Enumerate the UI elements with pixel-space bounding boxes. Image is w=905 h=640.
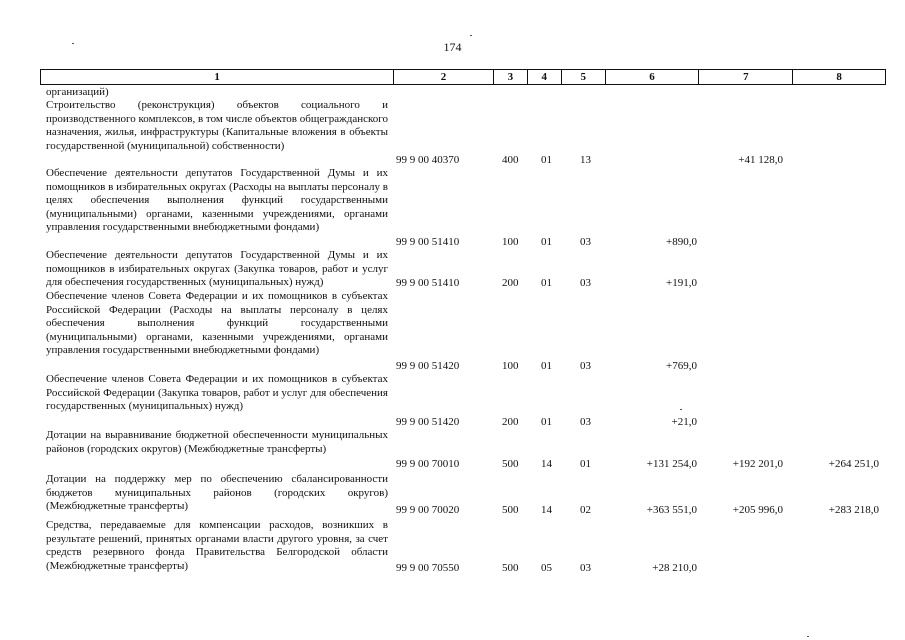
row-pr: 01 [580, 457, 591, 470]
table-header [40, 69, 886, 85]
row-col6: +363 551,0 [646, 503, 697, 516]
column-header-1: 1 [41, 70, 394, 84]
row-col7: +192 201,0 [732, 457, 783, 470]
row-pr: 03 [580, 359, 591, 372]
row-col7: +41 128,0 [738, 153, 783, 166]
row-description: Дотации на выравнивание бюджетной обеспеченности муниципальных районов (городских округов) (Межбюджетные трансферты) [46, 429, 388, 455]
row-pr: 02 [580, 503, 591, 516]
row-code: 99 9 00 70020 [396, 503, 460, 516]
row-rz: 01 [541, 359, 552, 372]
row-code: 99 9 00 51420 [396, 359, 460, 372]
row-description: Дотации на поддержку мер по обеспечению сбалансированности бюджетов муниципальных районов (городских округов) (Межбюджетные трансферты) [46, 473, 388, 512]
column-header-5: 5 [562, 70, 606, 84]
table-row [0, 519, 905, 575]
row-code: 99 9 00 70550 [396, 561, 460, 574]
row-vr: 500 [502, 457, 519, 470]
row-vr: 100 [502, 235, 519, 248]
row-pr: 03 [580, 415, 591, 428]
row-rz: 01 [541, 276, 552, 289]
row-pr: 03 [580, 235, 591, 248]
row-col6: +131 254,0 [646, 457, 697, 470]
row-description: Обеспечение деятельности депутатов Государственной Думы и их помощников в избирательных округах (Расходы на выплаты персоналу в целях обеспечения выполнения функций государственными (муниципальными) органами, казенными учреждениями, органами управления государственными внебюджетными фондами) [46, 167, 388, 233]
row-col7: +205 996,0 [732, 503, 783, 516]
column-header-4: 4 [528, 70, 562, 84]
column-header-7: 7 [699, 70, 793, 84]
scan-speck [72, 43, 74, 44]
table-row [0, 99, 905, 167]
row-rz: 05 [541, 561, 552, 574]
scan-speck [807, 636, 809, 637]
table-row [0, 290, 905, 373]
table-row [0, 429, 905, 471]
continuation-text: организаций) [46, 86, 109, 98]
row-col6: +191,0 [666, 276, 697, 289]
table-row [0, 373, 905, 429]
row-col8: +283 218,0 [828, 503, 879, 516]
row-rz: 01 [541, 415, 552, 428]
row-code: 99 9 00 51410 [396, 235, 460, 248]
row-pr: 03 [580, 276, 591, 289]
row-description: Обеспечение членов Совета Федерации и их помощников в субъектах Российской Федерации (Расходы на выплаты персоналу в целях обеспечения выполнения функций государственными (муниципальными) органами, казенными учреждениями, органами управления государственными внебюджетными фондами) [46, 290, 388, 356]
page-number: 174 [443, 40, 462, 54]
row-vr: 200 [502, 415, 519, 428]
column-header-8: 8 [836, 71, 842, 83]
row-col6: +28 210,0 [652, 561, 697, 574]
table-row [0, 167, 905, 249]
row-description: Средства, передаваемые для компенсации расходов, возникших в результате решений, принятых органами власти другого уровня, за счет средств резервного фонда Правительства Белгородской области (Межбюджетные трансферты) [46, 519, 388, 572]
row-col6: +769,0 [666, 359, 697, 372]
scan-speck [470, 35, 472, 36]
row-vr: 100 [502, 359, 519, 372]
row-rz: 01 [541, 235, 552, 248]
row-col6: +21,0 [671, 415, 697, 428]
row-rz: 01 [541, 153, 552, 166]
row-col8: +264 251,0 [828, 457, 879, 470]
row-description: Строительство (реконструкция) объектов социального и производственного комплексов, в том числе объектов общегражданского назначения, жилья, инфраструктуры (Капитальные вложения в объекты государственной (муниципальной) собственности) [46, 99, 388, 152]
column-header-3: 3 [494, 70, 528, 84]
row-rz: 14 [541, 457, 552, 470]
row-code: 99 9 00 51410 [396, 276, 460, 289]
table-row [0, 471, 905, 517]
row-vr: 500 [502, 561, 519, 574]
table-row [0, 249, 905, 290]
row-vr: 200 [502, 276, 519, 289]
row-description: Обеспечение деятельности депутатов Государственной Думы и их помощников в избирательных округах (Закупка товаров, работ и услуг для обеспечения государственных (муниципальных) нужд) [46, 249, 388, 288]
column-header-2: 2 [394, 70, 494, 84]
column-header-6: 6 [606, 70, 700, 84]
row-vr: 500 [502, 503, 519, 516]
row-col6: +890,0 [666, 235, 697, 248]
row-pr: 03 [580, 561, 591, 574]
scan-speck [680, 409, 682, 410]
row-rz: 14 [541, 503, 552, 516]
row-code: 99 9 00 51420 [396, 415, 460, 428]
row-pr: 13 [580, 153, 591, 166]
row-vr: 400 [502, 153, 519, 166]
row-description: Обеспечение членов Совета Федерации и их помощников в субъектах Российской Федерации (Закупка товаров, работ и услуг для обеспечения государственных (муниципальных) нужд) [46, 373, 388, 412]
row-code: 99 9 00 40370 [396, 153, 460, 166]
row-code: 99 9 00 70010 [396, 457, 460, 470]
